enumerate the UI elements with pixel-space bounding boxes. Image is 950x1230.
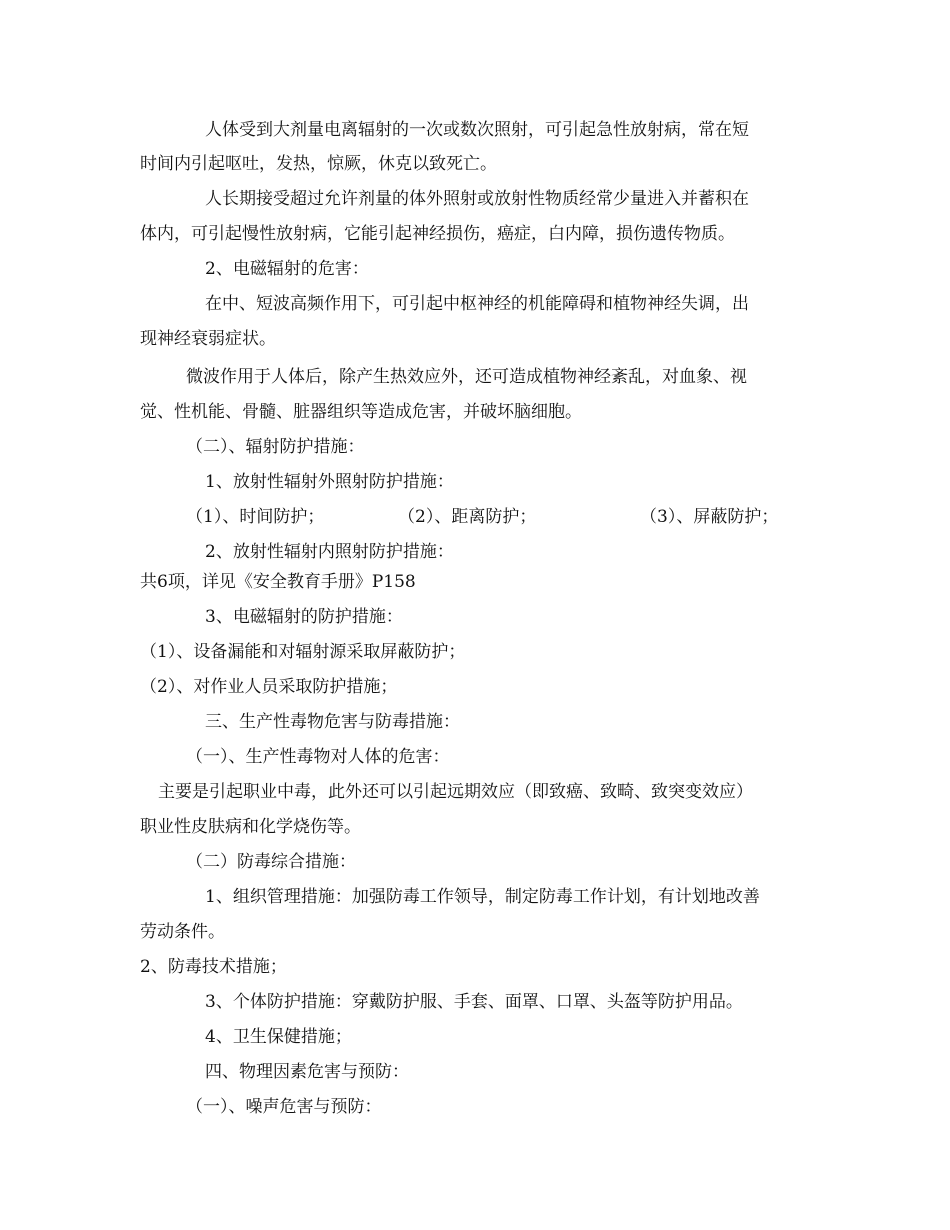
paragraph-line: 体内，可引起慢性放射病，它能引起神经损伤，癌症，白内障，损伤遗传物质。: [140, 224, 735, 244]
section-heading: 2、电磁辐射的危害：: [205, 259, 369, 279]
paragraph-line: 职业性皮肤病和化学烧伤等。: [140, 817, 361, 837]
paragraph-line: 在中、短波高频作用下，可引起中枢神经的机能障碍和植物神经失调，出: [205, 294, 749, 314]
paragraph-line: 共6项，详见《安全教育手册》P158: [140, 572, 416, 592]
section-heading: 1、放射性辐射外照射防护措施：: [205, 472, 454, 492]
paragraph-line: 人长期接受超过允许剂量的体外照射或放射性物质经常少量进入并蓄积在: [205, 189, 749, 209]
paragraph-line: 主要是引起职业中毒，此外还可以引起远期效应（即致癌、致畸、致突变效应）: [158, 782, 753, 802]
section-heading: （一）、生产性毒物对人体的危害：: [186, 747, 450, 767]
list-item: 4、卫生保健措施；: [205, 1027, 352, 1047]
paragraph-line: 3、个体防护措施：穿戴防护服、手套、面罩、口罩、头盔等防护用品。: [205, 992, 743, 1012]
list-item: （2）、距离防护；: [398, 507, 537, 527]
list-item: （3）、屏蔽防护；: [640, 507, 779, 527]
section-heading: （二）防毒综合措施：: [186, 852, 356, 872]
list-item: 2、防毒技术措施；: [140, 957, 287, 977]
list-item: （1）、时间防护；: [186, 507, 325, 527]
section-heading: 3、电磁辐射的防护措施：: [205, 607, 403, 627]
section-heading: 2、放射性辐射内照射防护措施：: [205, 542, 454, 562]
list-item: （1）、设备漏能和对辐射源采取屏蔽防护；: [140, 642, 466, 662]
paragraph-line: 微波作用于人体后，除产生热效应外，还可造成植物神经紊乱，对血象、视: [186, 367, 747, 387]
section-heading: 三、生产性毒物危害与防毒措施：: [205, 712, 460, 732]
paragraph-line: 1、组织管理措施：加强防毒工作领导，制定防毒工作计划，有计划地改善: [205, 887, 760, 907]
section-heading: （二）、辐射防护措施：: [186, 437, 365, 457]
paragraph-line: 时间内引起呕吐，发热，惊厥，休克以致死亡。: [140, 154, 497, 174]
paragraph-line: 觉、性机能、骨髓、脏器组织等造成危害，并破坏脑细胞。: [140, 402, 582, 422]
paragraph-line: 人体受到大剂量电离辐射的一次或数次照射，可引起急性放射病，常在短: [205, 120, 749, 140]
list-item: （2）、对作业人员采取防护措施；: [140, 677, 398, 697]
section-heading: 四、物理因素危害与预防：: [205, 1062, 409, 1082]
paragraph-line: 劳动条件。: [140, 922, 225, 942]
paragraph-line: 现神经衰弱症状。: [140, 329, 276, 349]
section-heading: （一）、噪声危害与预防：: [186, 1097, 382, 1117]
